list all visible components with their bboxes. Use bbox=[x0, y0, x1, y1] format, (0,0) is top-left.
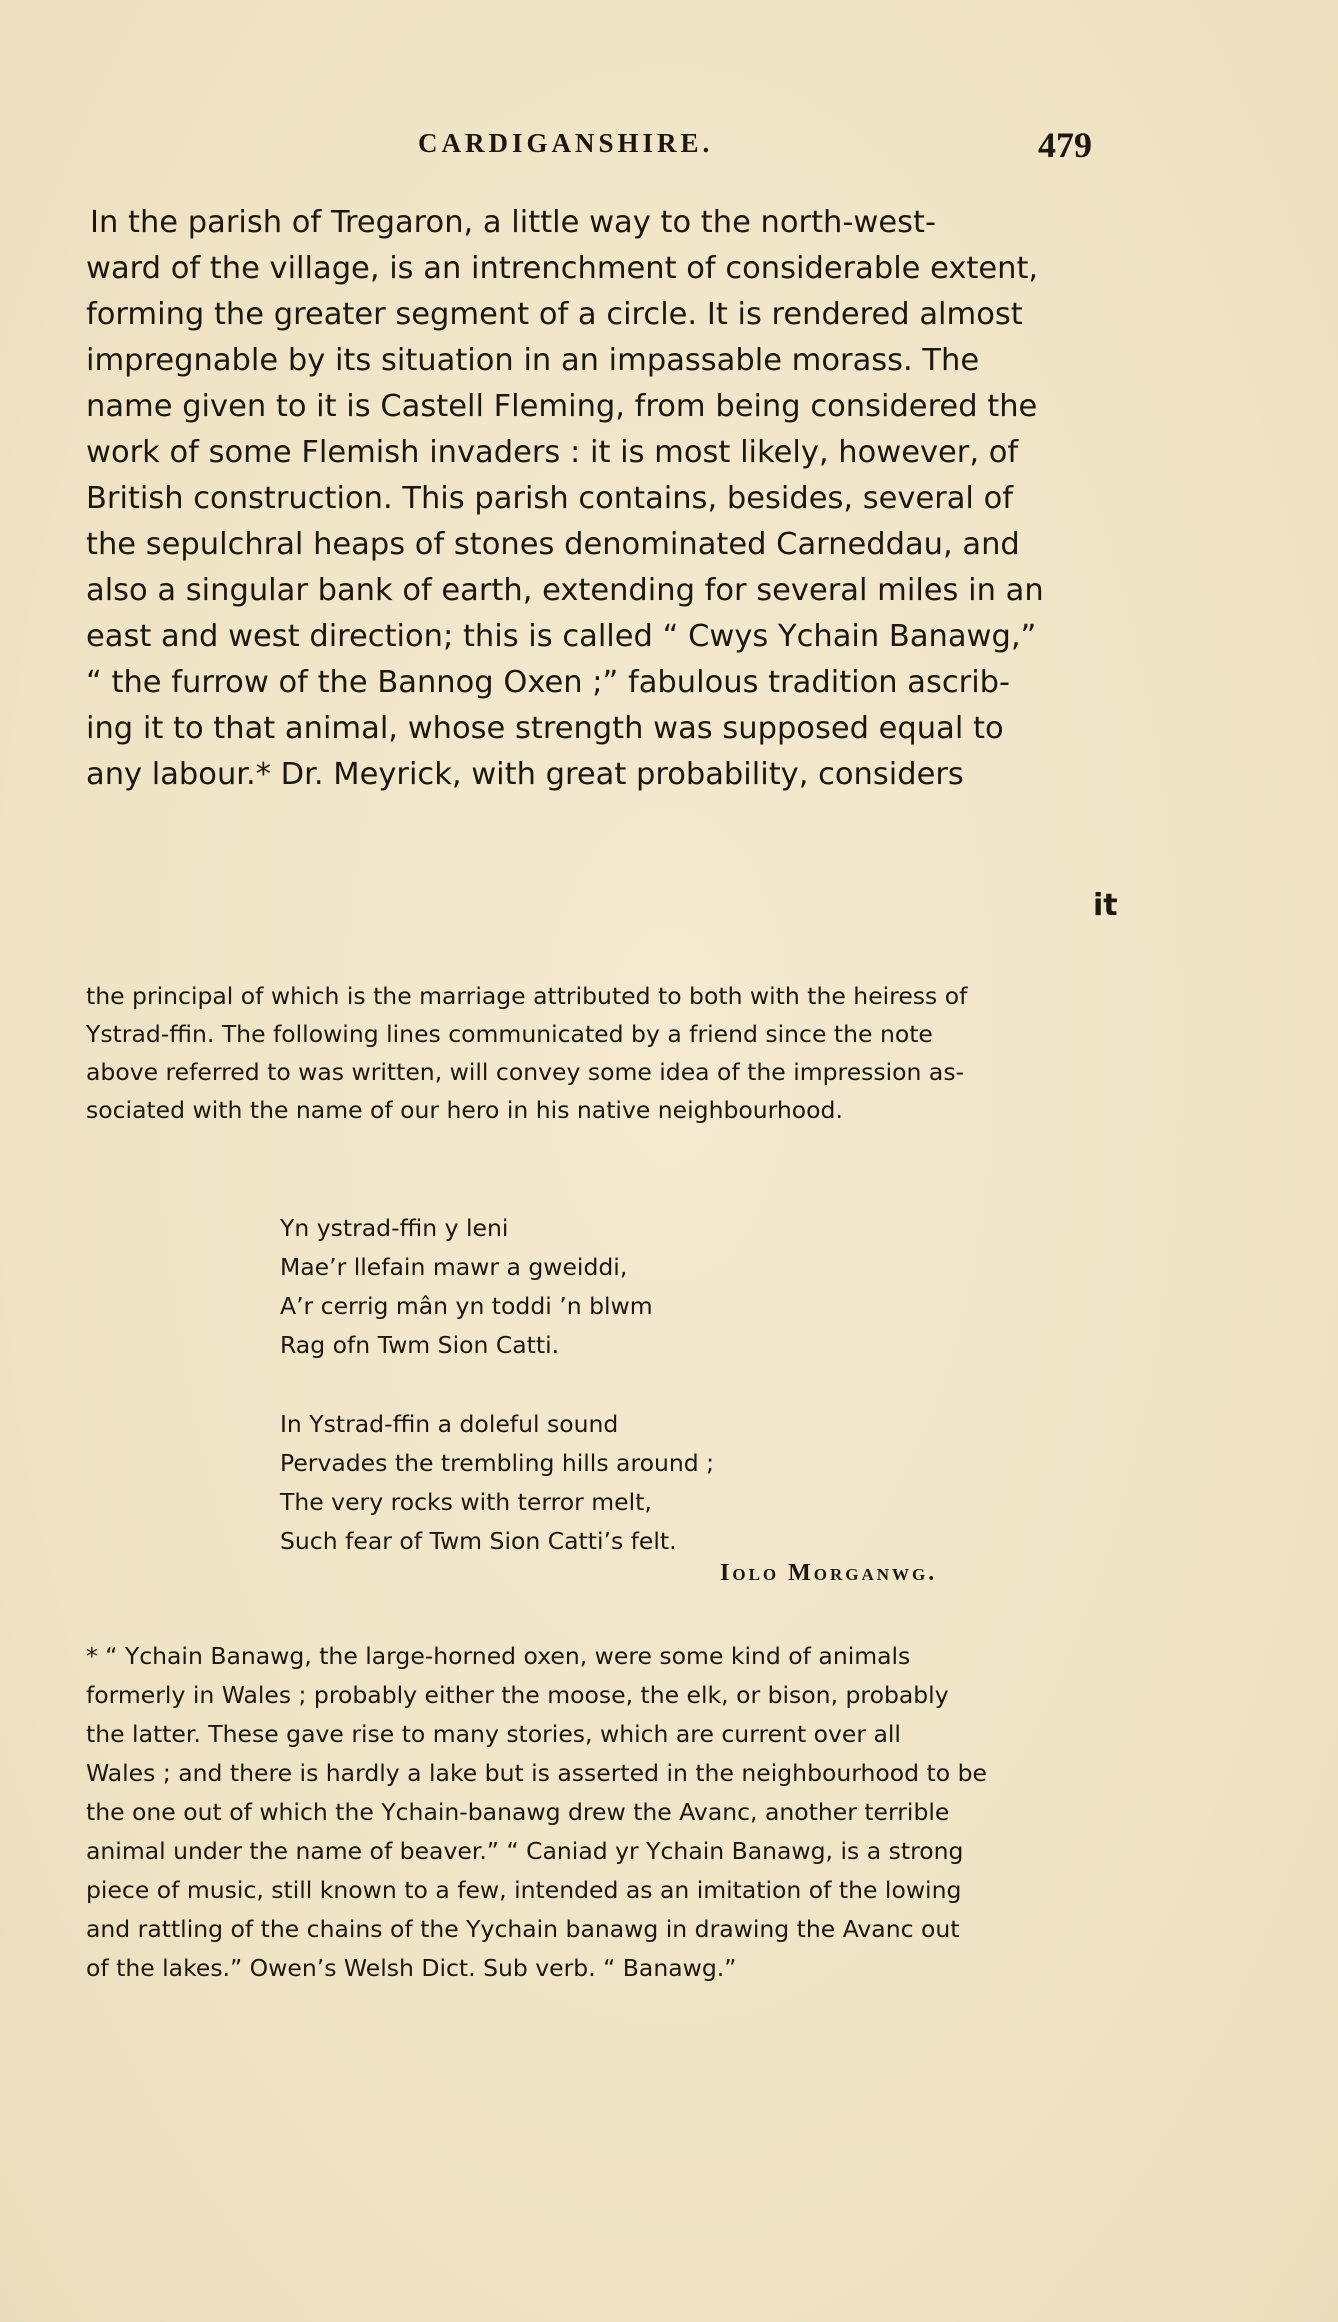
poem-line: The very rocks with terror melt, bbox=[280, 1488, 652, 1516]
stanza-gap bbox=[280, 1365, 714, 1405]
note-line: above referred to was written, will convey some idea of the impression as- bbox=[86, 1058, 965, 1086]
text-line: east and west direction; this is called “ Cwys Ychain Banawg,” bbox=[86, 619, 1037, 654]
text-line: impregnable by its situation in an impassable morass. The bbox=[86, 343, 980, 378]
note-line: sociated with the name of our hero in his native neighbourhood. bbox=[86, 1096, 843, 1124]
poem bbox=[280, 1209, 714, 1561]
poem-line: A’r cerrig mân yn toddi ’n blwm bbox=[280, 1292, 653, 1320]
poem-line: Mae’r llefain mawr a gweiddi, bbox=[280, 1253, 628, 1281]
text-line: “ the furrow of the Bannog Oxen ;” fabulous tradition ascrib- bbox=[86, 665, 1011, 700]
footnote-line: formerly in Wales ; probably either the moose, the elk, or bison, probably bbox=[86, 1681, 949, 1709]
note-line: Ystrad-ffin. The following lines communicated by a friend since the note bbox=[86, 1020, 933, 1048]
page-number: 479 bbox=[1038, 125, 1092, 165]
footnote bbox=[86, 1637, 1126, 1988]
note-line: the principal of which is the marriage attributed to both with the heiress of bbox=[86, 982, 968, 1010]
poem-line: In Ystrad-ffin a doleful sound bbox=[280, 1410, 619, 1438]
footnote-line: animal under the name of beaver.” “ Caniad yr Ychain Banawg, is a strong bbox=[86, 1837, 964, 1865]
footnote-line: the latter. These gave rise to many stories, which are current over all bbox=[86, 1720, 901, 1748]
text-line: ward of the village, is an intrenchment of considerable extent, bbox=[86, 251, 1039, 286]
footnote-line: and rattling of the chains of the Yychain banawg in drawing the Avanc out bbox=[86, 1915, 960, 1943]
poem-line: Such fear of Twm Sion Catti’s felt. bbox=[280, 1527, 677, 1555]
text-line: any labour.* Dr. Meyrick, with great probability, considers bbox=[86, 757, 964, 792]
footnote-line: piece of music, still known to a few, intended as an imitation of the lowing bbox=[86, 1876, 962, 1904]
text-line: the sepulchral heaps of stones denominated Carneddau, and bbox=[86, 527, 1020, 562]
footnote-line: Wales ; and there is hardly a lake but is asserted in the neighbourhood to be bbox=[86, 1759, 987, 1787]
poem-line: Yn ystrad-ffin y leni bbox=[280, 1214, 509, 1242]
text-line: name given to it is Castell Fleming, from being considered the bbox=[86, 389, 1038, 424]
continued-note bbox=[86, 977, 1126, 1129]
poem-line: Pervades the trembling hills around ; bbox=[280, 1449, 715, 1477]
text-line: also a singular bank of earth, extending for several miles in an bbox=[86, 573, 1044, 608]
footnote-line: of the lakes.” Owen’s Welsh Dict. Sub verb. “ Banawg.” bbox=[86, 1954, 737, 1982]
text-line: In the parish of Tregaron, a little way to the north-west- bbox=[90, 205, 936, 240]
footnote-line: the one out of which the Ychain-banawg drew the Avanc, another terrible bbox=[86, 1798, 950, 1826]
poem-line: Rag ofn Twm Sion Catti. bbox=[280, 1331, 560, 1359]
text-line: work of some Flemish invaders : it is most likely, however, of bbox=[86, 435, 1019, 470]
poem-attribution: Iolo Morganwg. bbox=[720, 1560, 938, 1586]
text-line: ing it to that animal, whose strength was supposed equal to bbox=[86, 711, 1004, 746]
running-head: CARDIGANSHIRE. bbox=[418, 128, 714, 158]
text-line: forming the greater segment of a circle. It is rendered almost bbox=[86, 297, 1023, 332]
footnote-line: * “ Ychain Banawg, the large-horned oxen, were some kind of animals bbox=[86, 1642, 911, 1670]
text-line: British construction. This parish contains, besides, several of bbox=[86, 481, 1014, 516]
main-text bbox=[86, 200, 1116, 798]
catchword: it bbox=[1093, 888, 1118, 923]
